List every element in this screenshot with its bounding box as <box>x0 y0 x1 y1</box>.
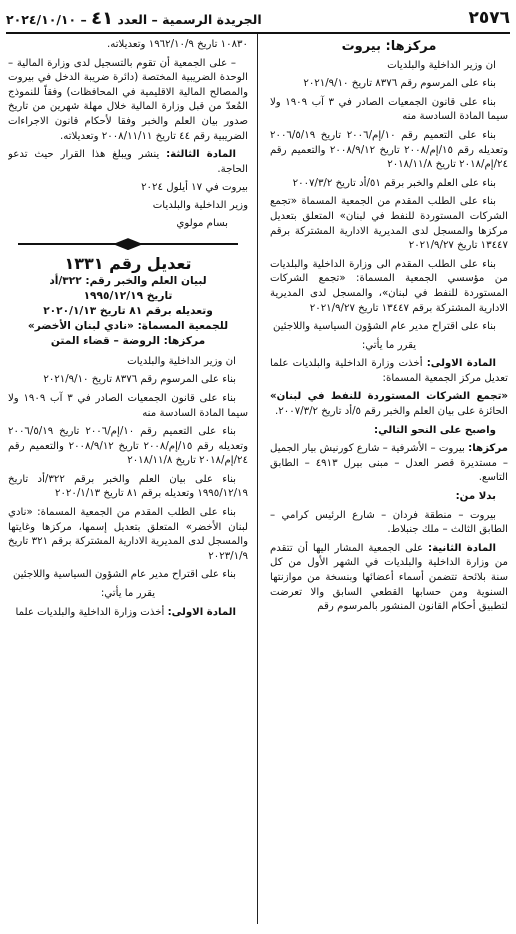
paragraph: بناء على قانون الجمعيات الصادر في ٣ آب ١٩٠٩ ولا سيما المادة السادسة منه <box>270 96 508 123</box>
column-divider <box>257 34 258 924</box>
paragraph: بناء على الطلب المقدم الى وزارة الداخلية والبلديات من مؤسسي الجمعية المسماة: «تجمع الشركات المستوردة للنفط في لبنان»، والمسجل لدى المديرية الادارية المشتركة برقم ١٣٤٤٧ تاريخ ٢٠٢١/٩/٢٧ <box>270 258 508 314</box>
page-header <box>6 4 510 34</box>
article-label: المادة الاولى: <box>167 606 236 618</box>
right-column <box>270 38 508 928</box>
paragraph: بناء على اقتراح مدير عام الشؤون السياسية واللاجئين <box>272 321 496 333</box>
hq-label: مركزها: <box>468 443 508 455</box>
gazette-name: الجريدة الرسمية <box>162 11 262 27</box>
signer-name: بسام مولوي <box>176 217 228 229</box>
reference-line: تاريخ ١٩٩٥/١٢/١٩ <box>83 289 173 302</box>
paragraph: ان وزير الداخلية والبلديات <box>387 59 496 71</box>
article-text: ينشر ويبلغ هذا القرار حيث تدعو الحاجة. <box>8 149 248 175</box>
decides-line: يقرر ما يأتي: <box>361 339 417 351</box>
becomes-line: واصبح على النحو التالي: <box>374 424 496 436</box>
decides-line: يقرر ما يأتي: <box>100 588 156 600</box>
reference-line: للجمعية المسماة: «نادي لبنان الأخضر» <box>27 319 229 332</box>
paragraph: بناء على قانون الجمعيات الصادر في ٣ آب ١٩٠٩ ولا سيما المادة السادسة منه <box>8 392 248 419</box>
paragraph: بناء على الطلب المقدم من الجمعية المسماة: «نادي لبنان الأخضر» المتعلق بتعديل إسمها، مركزها وغايتها والمسجل لدى المديرية الادارية المشتركة برقم ٣٢١ تاريخ ٢٠٢٣/١/٩ <box>8 507 248 562</box>
article-label: المادة الاولى: <box>426 358 496 370</box>
paragraph: بناء على التعميم رقم ١٠/إم/٢٠٠٦ تاريخ ٢٠٠٦/٥/١٩ وتعديله رقم ١٥/إم/٢٠٠٨ تاريخ ٢٠٠٨/٩/١٢ والتعميم رقم ٢٤/إم/٢٠١٨ تاريخ ٢٠١٨/١١/٨ <box>270 129 508 171</box>
article-text: على الجمعية المشار اليها أن تتقدم من وزارة الداخلية والبلديات في الشهر الأول من كل سنة بلائحة تتضمن أسماء أعضائها وبنسخة من موازنتها السنوية ومن حسابها القطعي السابق والا تعرضت لتطبيق أحكام القانون المنشور بالمرسوم رقم <box>270 542 508 613</box>
reference-line: لبيان العلم والخبر رقم: ٣٢٢/أد <box>49 274 207 287</box>
paragraph: بناء على بيان العلم والخبر برقم ٣٢٢/أد تاريخ ١٩٩٥/١٢/١٩ وتعديله برقم ٨١ تاريخ ٢٠٢٠/١/١٣ <box>8 473 248 500</box>
section-divider <box>8 237 248 251</box>
place-date: بيروت في ١٧ أيلول ٢٠٢٤ <box>141 182 248 194</box>
paragraph: بناء على اقتراح مدير عام الشؤون السياسية واللاجئين <box>12 569 236 581</box>
instead-line: بدلا من: <box>455 491 496 503</box>
signer-title: وزير الداخلية والبلديات <box>152 199 248 211</box>
paragraph: ١٠٨٣٠ تاريخ ١٩٦٢/١٠/٩ وتعديلاته. <box>107 39 248 50</box>
association-name: «تجمع الشركات المستوردة للنفط في لبنان» <box>270 391 508 403</box>
decision-title: تعديل رقم ١٣٣١ <box>64 254 192 274</box>
article-label: المادة الثانية: <box>428 542 496 554</box>
paragraph: ان وزير الداخلية والبلديات <box>127 355 236 367</box>
section-title: مركزها: بيروت <box>341 39 437 54</box>
paragraph: بناء على التعميم رقم ١٠/إم/٢٠٠٦ تاريخ ٢٠٠٦/٥/١٩ وتعديله رقم ١٥/إم/٢٠٠٨ تاريخ ٢٠٠٨/٩/١٢ والتعميم رقم ٢٤/إم/٢٠١٨ تاريخ ٢٠١٨/١١/٨ <box>8 426 248 467</box>
issue-label: العدد <box>117 11 148 27</box>
article-label: المادة الثالثة: <box>166 149 236 161</box>
article-text: أخذت وزارة الداخلية والبلديات علما تعديل مركز الجمعية المسماة: <box>270 358 508 384</box>
article-text: أخذت وزارة الداخلية والبلديات علما <box>15 606 165 618</box>
reference-line: وتعديله برقم ٨١ تاريخ ٢٠٢٠/١/١٣ <box>43 304 213 317</box>
hq-text: بيروت – الأشرفية – شارع كورنيش بيار الجميل – مستديرة قصر العدل – مبنى بيرل ٤٩١٣ – الطابق التاسع. <box>270 443 508 484</box>
paragraph: بناء على الطلب المقدم من الجمعية المسماة «تجمع الشركات المستوردة للنفط في لبنان» المتعلق بتعديل مركزها والمسجل لدى المديرية الادارية المشتركة برقم ١٣٤٤٧ تاريخ ٢٠٢١/٩/٢٧ <box>270 196 508 252</box>
left-column <box>8 38 248 928</box>
paragraph: بناء على العلم والخبر برقم ٥١/أد تاريخ ٢٠٠٧/٣/٢ <box>292 177 496 189</box>
issue-number: ٤١ <box>91 7 114 29</box>
association-text: الحائزة على بيان العلم والخبر رقم ٥/أد تاريخ ٢٠٠٧/٣/٢. <box>275 406 508 418</box>
paragraph: بناء على المرسوم رقم ٨٣٧٦ تاريخ ٢٠٢١/٩/١٠ <box>43 374 236 386</box>
reference-line: مركزها: الروضة – قضاء المتن <box>50 334 206 347</box>
page-number: ٢٥٧٦ <box>468 8 510 28</box>
paragraph: – على الجمعية أن تقوم بالتسجيل لدى وزارة المالية – الوحدة الضريبية المختصة (دائرة ضريبة الدخل في بيروت والمصالح المالية الاقليمية في المحافظات) وفقاً للنموذج المُعدّ من قبل وزارة المالية خلال مهلة شهرين من تاريخ صدور بيان العلم والخبر وفقا لأحكام قانون الاجراءات الضريبية رقم ٤٤ تاريخ ٢٠٠٨/١١/١١ وتعديلاته. <box>8 57 248 142</box>
old-hq-text: بيروت – منطقة فردان – شارع الرئيس كرامي – الطابق الثالث – ملك جنبلاط. <box>270 509 508 536</box>
issue-date: ٢٠٢٤/١٠/١٠ <box>6 11 77 27</box>
header-title: الجريدة الرسمية – العدد ٤١ – ٢٠٢٤/١٠/١٠ <box>6 7 262 29</box>
paragraph: بناء على المرسوم رقم ٨٣٧٦ تاريخ ٢٠٢١/٩/١٠ <box>303 78 496 90</box>
